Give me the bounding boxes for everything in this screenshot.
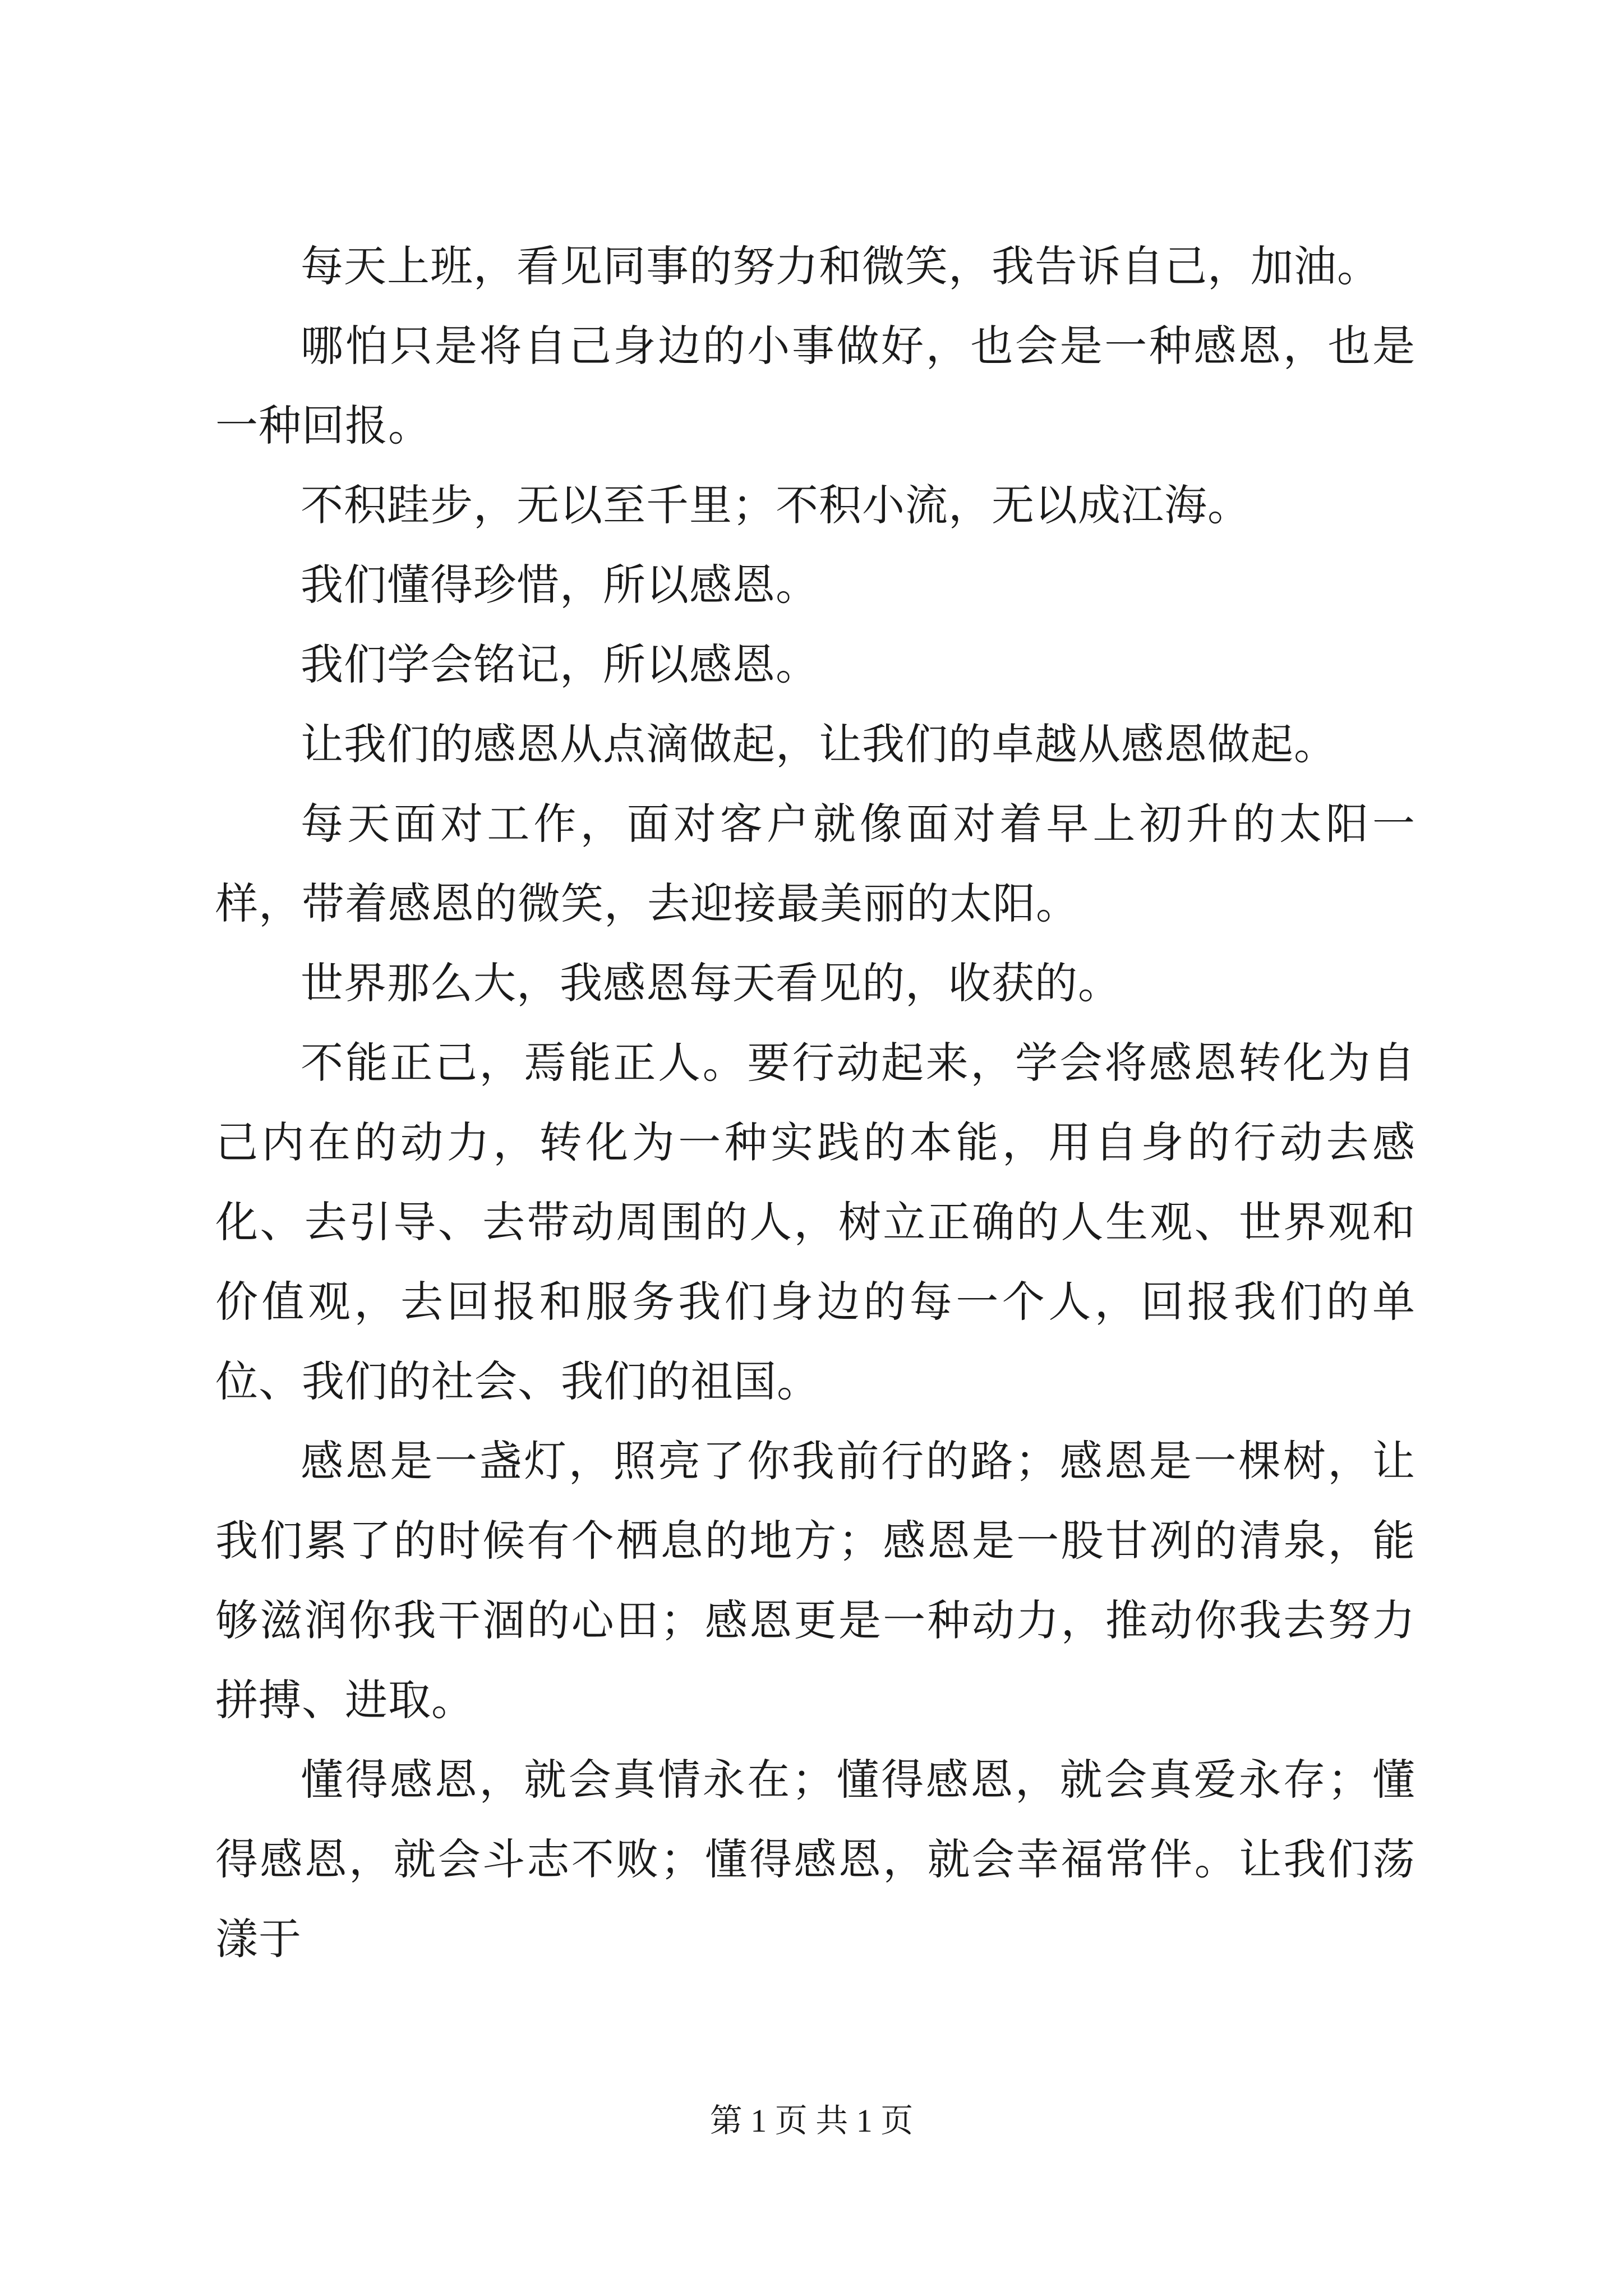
- paragraph: 我们学会铭记，所以感恩。: [301, 639, 819, 689]
- paragraph: 哪怕只是将自己身边的小事做好，也会是一种感恩，也是一种回报。: [215, 321, 1415, 450]
- paragraph: 不积跬步，无以至千里；不积小流，无以成江海。: [301, 480, 1251, 530]
- document-body: [215, 227, 1415, 1979]
- page-number-footer: 第 1 页 共 1 页: [709, 2102, 914, 2139]
- paragraph: 我们懂得珍惜，所以感恩。: [301, 560, 819, 610]
- paragraph: 每天面对工作，面对客户就像面对着早上初升的太阳一样，带着感恩的微笑，去迎接最美丽的太阳。: [215, 799, 1415, 928]
- paragraph: 感恩是一盏灯，照亮了你我前行的路；感恩是一棵树，让我们累了的时候有个栖息的地方；感恩是一股甘冽的清泉，能够滋润你我干涸的心田；感恩更是一种动力，推动你我去努力拼搏、进取。: [215, 1436, 1415, 1725]
- paragraph: 让我们的感恩从点滴做起，让我们的卓越从感恩做起。: [301, 719, 1337, 769]
- paragraph: 每天上班，看见同事的努力和微笑，我告诉自己，加油。: [301, 241, 1380, 291]
- paragraph: 世界那么大，我感恩每天看见的，收获的。: [301, 958, 1121, 1008]
- paragraph: 不能正己，焉能正人。要行动起来，学会将感恩转化为自己内在的动力，转化为一种实践的本能，用自身的行动去感化、去引导、去带动周围的人，树立正确的人生观、世界观和价值观，去回报和服务我们身边的每一个人，回报我们的单位、我们的社会、我们的祖国。: [215, 1038, 1415, 1406]
- paragraph: 懂得感恩，就会真情永在；懂得感恩，就会真爱永存；懂得感恩，就会斗志不败；懂得感恩，就会幸福常伴。让我们荡漾于: [215, 1755, 1415, 1964]
